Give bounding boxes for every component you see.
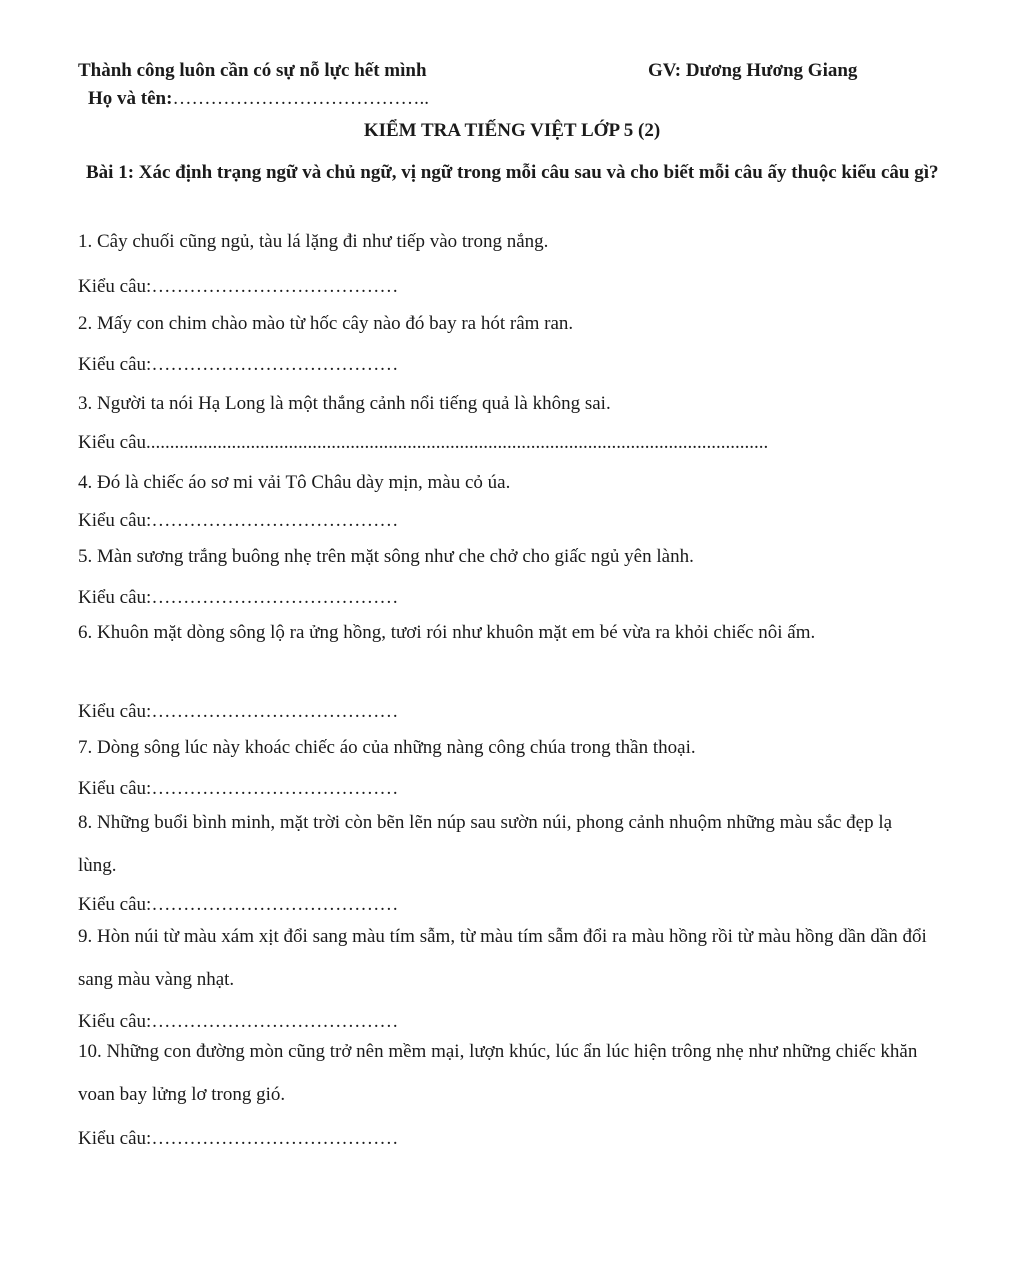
- header-motto: Thành công luôn cần có sự nỗ lực hết mình: [78, 60, 427, 81]
- exercise-instruction: Bài 1: Xác định trạng ngữ và chủ ngữ, vị ngữ trong mỗi câu sau và cho biết mỗi câu ấy thuộc kiểu câu gì?: [86, 162, 939, 183]
- question-4: 4. Đó là chiếc áo sơ mi vải Tô Châu dày mịn, màu cỏ úa.: [78, 472, 511, 493]
- question-3: 3. Người ta nói Hạ Long là một thắng cảnh nổi tiếng quả là không sai.: [78, 393, 611, 414]
- answer-line-9: Kiểu câu:…………………………………: [78, 1011, 399, 1032]
- answer-line-5: Kiểu câu:…………………………………: [78, 587, 399, 608]
- answer-line-6: Kiểu câu:…………………………………: [78, 701, 399, 722]
- question-5: 5. Màn sương trắng buông nhẹ trên mặt sông như che chở cho giấc ngủ yên lành.: [78, 546, 694, 567]
- question-9: 9. Hòn núi từ màu xám xịt đổi sang màu tím sẫm, từ màu tím sẫm đổi ra màu hồng rồi từ màu hồng dần dần đổi sang màu vàng nhạt.: [78, 926, 927, 990]
- question-8: 8. Những buổi bình minh, mặt trời còn bẽn lẽn núp sau sườn núi, phong cảnh nhuộm những màu sắc đẹp lạ lùng.: [78, 812, 893, 876]
- student-name-label: Họ và tên:: [88, 88, 173, 109]
- question-10: 10. Những con đường mòn cũng trở nên mềm mại, lượn khúc, lúc ẩn lúc hiện trông nhẹ như những chiếc khăn voan bay lửng lơ trong gió.: [78, 1041, 918, 1105]
- answer-line-1: Kiểu câu:…………………………………: [78, 276, 399, 297]
- header-teacher: GV: Dương Hương Giang: [648, 60, 858, 81]
- student-name-dots: …………………………………..: [172, 88, 429, 109]
- question-1: 1. Cây chuối cũng ngủ, tàu lá lặng đi như tiếp vào trong nắng.: [78, 231, 549, 252]
- page-title: KIỂM TRA TIẾNG VIỆT LỚP 5 (2): [363, 120, 661, 141]
- answer-line-2: Kiểu câu:…………………………………: [78, 354, 399, 375]
- question-7: 7. Dòng sông lúc này khoác chiếc áo của những nàng công chúa trong thần thoại.: [78, 737, 696, 758]
- student-name-field: [88, 88, 429, 110]
- answer-line-4: Kiểu câu:…………………………………: [78, 510, 399, 531]
- answer-line-3: Kiểu câu...................................................................................................................................: [78, 432, 769, 453]
- question-6: 6. Khuôn mặt dòng sông lộ ra ửng hồng, tươi rói như khuôn mặt em bé vừa ra khỏi chiếc nôi ấm.: [78, 622, 816, 643]
- answer-line-8: Kiểu câu:…………………………………: [78, 894, 399, 915]
- answer-line-10: Kiểu câu:…………………………………: [78, 1128, 399, 1149]
- question-2: 2. Mấy con chim chào mào từ hốc cây nào đó bay ra hót râm ran.: [78, 313, 574, 334]
- answer-line-7: Kiểu câu:…………………………………: [78, 778, 399, 799]
